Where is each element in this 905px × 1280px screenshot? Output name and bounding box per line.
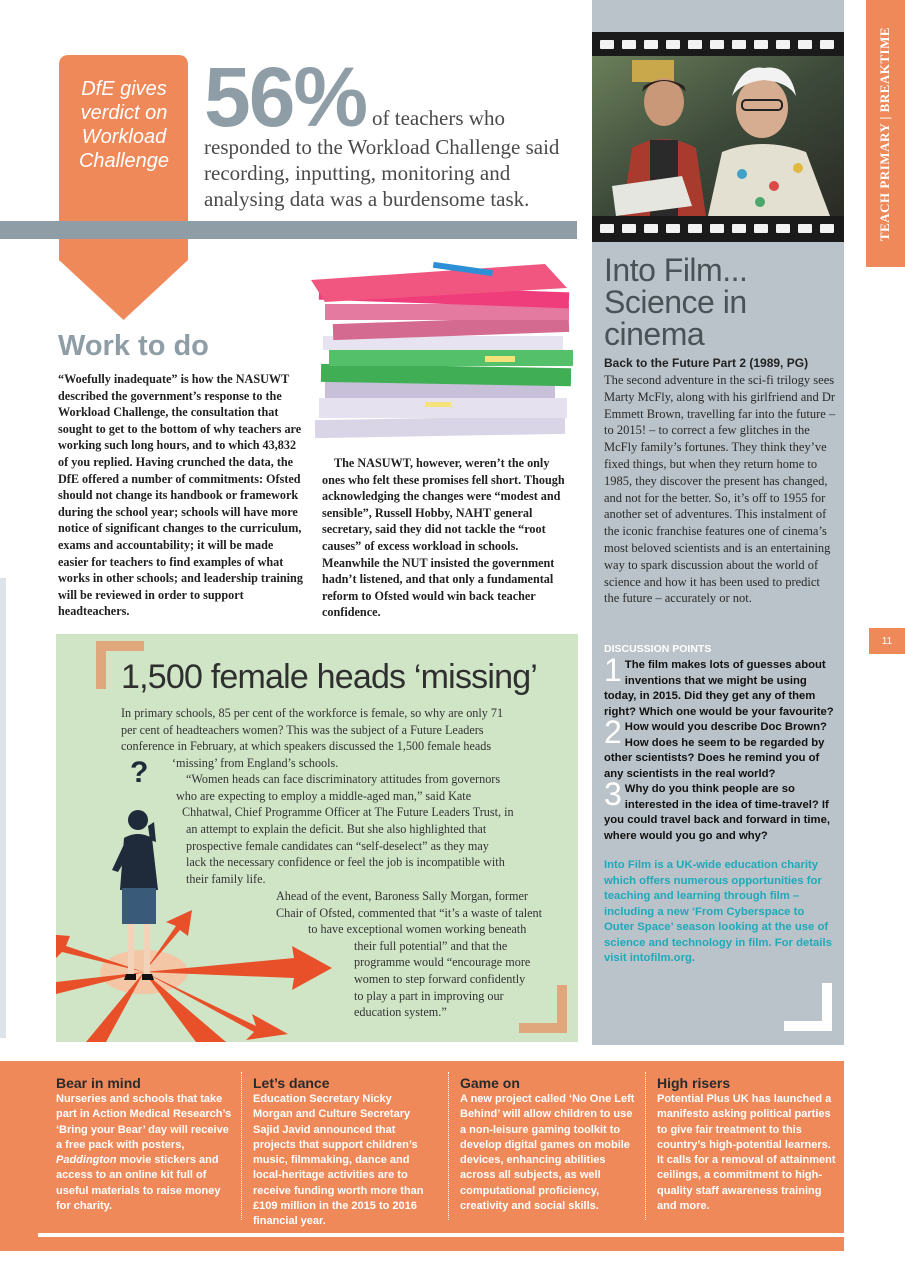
question-mark: ? [130, 756, 149, 789]
divider-bar [0, 221, 577, 239]
discussion-heading: DISCUSSION POINTS [604, 643, 712, 655]
discussion-point: 3 Why do you think people are so interested in the idea of time-travel? If you could travel back and forward in time, where would you go and why? [604, 776, 830, 842]
heads-text: to play a part in improving our [354, 989, 504, 1003]
page-number: 11 [869, 628, 905, 654]
film-subtitle: Back to the Future Part 2 (1989, PG) [604, 356, 809, 370]
film-still-image [592, 56, 844, 216]
corner-mark [784, 983, 832, 1031]
heads-text: an attempt to explain the deficit. But she also highlighted that [186, 822, 487, 836]
heads-text: “Women heads can face discriminatory attitudes from governors [186, 772, 501, 786]
page-edge [0, 578, 6, 1038]
news-body: Nurseries and schools that take part in Action Medical Research’s ‘Bring your Bear’ day will receive a free pack with posters, Paddington movie stickers and access to an online kit full of useful materials to raise money for charity. [56, 1093, 232, 1213]
news-body: Education Secretary Nicky Morgan and Culture Secretary Sajid Javid announced that projects that support children’s music, filmmaking, dance and local-heritage activities are to receive funding worth more than £109 million in the 2015 to 2016 financial year. [253, 1093, 424, 1228]
stat-text: responded to the Workload Challenge said recording, inputting, monitoring and analysing data was a burdensome task. [204, 135, 560, 211]
film-section-title: Into Film... Science in cinema [604, 252, 748, 352]
news-body: A new project called ‘No One Left Behind’ will allow children to use a non-leisure gaming toolkit to develop digital games on mobile devices, enhancing abilities across all subjects, as well computational proficiency, creativity and social skills. [460, 1093, 635, 1213]
column-divider [448, 1072, 449, 1220]
discussion-point: 1 The film makes lots of guesses about inventions that we might be using today, in 2015. Did they get any of them right? Which one would be your favourite? [604, 652, 834, 718]
work-to-do-title: Work to do [58, 330, 209, 362]
female-heads-title: 1,500 female heads ‘missing’ [121, 658, 538, 696]
news-item [56, 1075, 236, 1214]
heads-text: their family life. [186, 872, 266, 886]
work-column-2: The NASUWT, however, weren’t the only ones who felt these promises fell short. Though acknowledging the changes were “modest and sensible”, Russell Hobby, NAHT general secretary, said they did not tackle the “root causes” of excess workload in schools. Meanwhile the NUT insisted the government hadn’t listened, and that only a fundamental reform to Ofsted would win back teacher confidence. [322, 456, 565, 620]
news-item [657, 1075, 837, 1214]
arrows-graphic [56, 906, 338, 1042]
shield-text: DfE gives verdict on Workload Challenge [78, 78, 170, 172]
work-column-1: “Woefully inadequate” is how the NASUWT described the government’s response to the Workload Challenge, the consultation that sought to get to the bottom of why teachers are working such long hours, and to which 43,832 of you replied. Having crunched the data, the DfE offered a number of commitments: Ofsted should not change its handbook or framework during the school year; schools will have more notice of significant changes to the curriculum, exams and accountability; it will be made easier for teachers to find examples of what works in other schools; and leadership training will be reviewed in order to support headteachers. [58, 372, 303, 619]
news-body: Potential Plus UK has launched a manifesto asking political parties to give fair treatment to this country’s high-potential learners. It calls for a removal of attainment ceilings, a commitment to high-quality staff awareness training and more. [657, 1093, 836, 1213]
discussion-point: 2 How would you describe Doc Brown? How does he seem to be regarded by other scientists? Does he remind you of any scientists in the real world? [604, 714, 827, 780]
heads-text: conference in February, at which speakers discussed the 1,500 female heads [121, 739, 492, 753]
heads-text: women to step forward confidently [354, 972, 526, 986]
heads-text: Ahead of the event, Baroness Sally Morgan, former [276, 889, 528, 903]
stat-first-line: of teachers who [372, 106, 505, 130]
heads-text: programme would “encourage more [354, 955, 531, 969]
news-title: Let’s dance [253, 1075, 330, 1091]
news-title: High risers [657, 1075, 731, 1091]
news-item [460, 1075, 640, 1214]
corner-mark [519, 985, 567, 1033]
film-body: The second adventure in the sci-fi trilogy sees Marty McFly, along with his girlfriend and Dr Emmett Brown, travelling far into the future – to 2015! – to correct a few glitches in the McFly family’s fortunes. They think they’ve fixed things, but when they return home to 1985, they discover the present has changed, and not for the better. So, it’s off to 1955 for another set of adventures. This instalment of the iconic franchise features one of cinema’s most beloved scientists and is an entertaining way to spark discussion about the world of science and how it has been used to predict the future – accurately or not. [604, 373, 836, 606]
heads-text: education system.” [354, 1005, 447, 1019]
section-label: TEACH PRIMARY | BREAKTIME [877, 26, 893, 241]
heads-text: Chhatwal, Chief Programme Officer at The Future Leaders Trust, in [182, 805, 514, 819]
heads-text: who are expecting to employ a middle-aged man,” said Kate [176, 789, 472, 803]
heads-text: per cent of headteachers women? This was the subject of a Future Leaders [121, 723, 484, 737]
bottom-rule [38, 1233, 844, 1237]
heads-text: prospective female candidates can “self-deselect” as they may [186, 839, 489, 853]
big-percentage: 56% [204, 50, 367, 144]
folders-image [305, 258, 577, 440]
heads-text: In primary schools, 85 per cent of the workforce is female, so why are only 71 [121, 706, 504, 720]
news-title: Bear in mind [56, 1075, 141, 1091]
column-divider [241, 1072, 242, 1220]
woman-figure [104, 760, 176, 990]
heads-text: lack the necessary confidence or feel the job is incompatible with [186, 855, 505, 869]
column-divider [645, 1072, 646, 1220]
heads-text: their full potential” and that the [354, 939, 508, 953]
heads-text: to have exceptional women working beneath [308, 922, 527, 936]
news-item [253, 1075, 433, 1230]
news-title: Game on [460, 1075, 520, 1091]
heads-text: ‘missing’ from England’s schools. [172, 756, 339, 770]
intofilm-blurb: Into Film is a UK-wide education charity which offers numerous opportunities for teaching and learning through film – including a new ‘From Cyberspace to Outer Space’ season looking at the use of science and technology in film. For details visit intofilm.org. [604, 859, 832, 964]
heads-text: Chair of Ofsted, commented that “it’s a waste of talent [276, 906, 543, 920]
